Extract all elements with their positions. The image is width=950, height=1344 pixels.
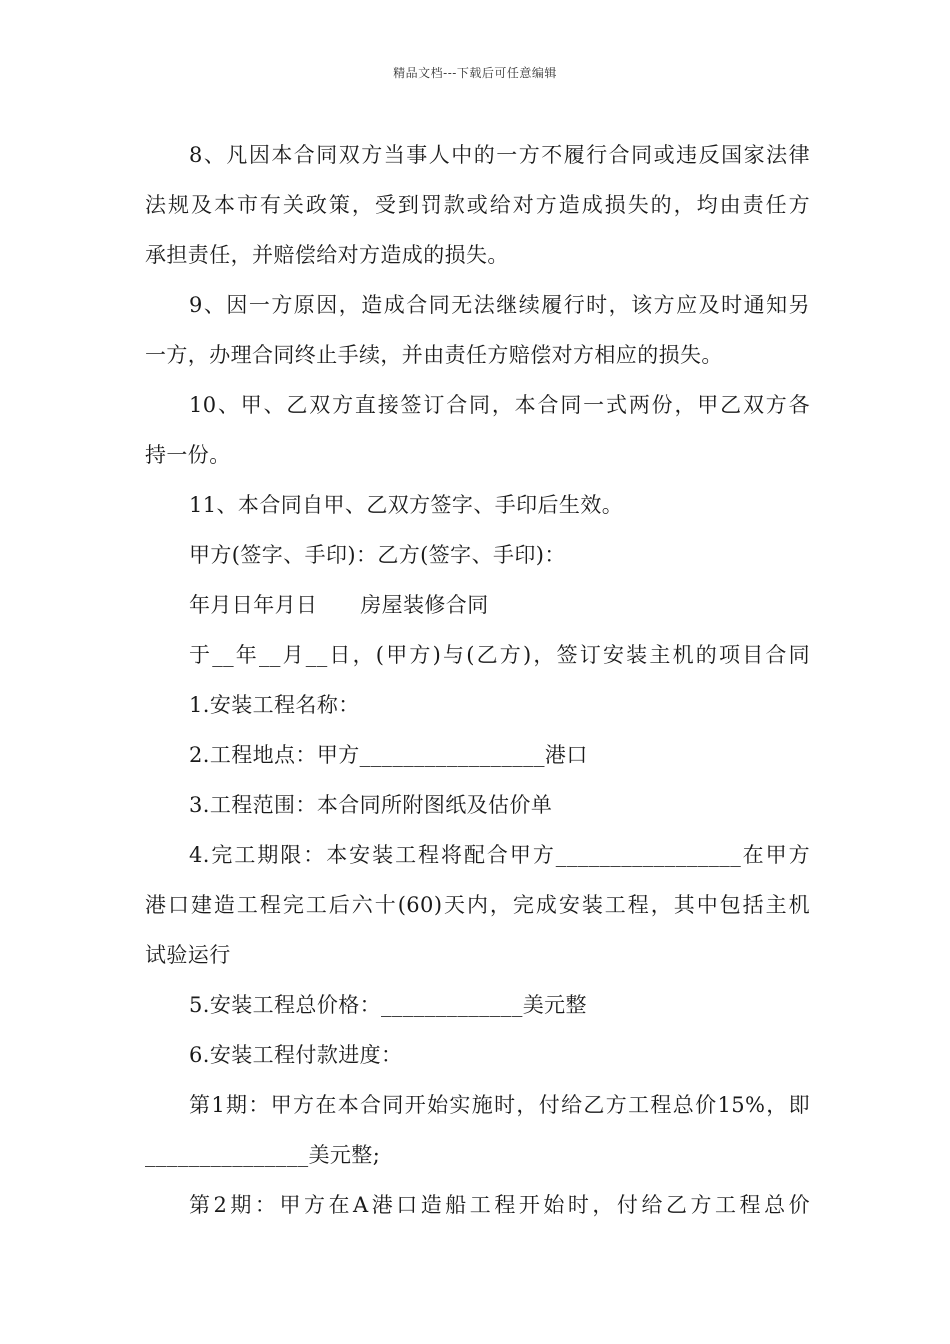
paragraph-line: 第1期：甲方在本合同开始实施时，付给乙方工程总价15%，即	[189, 1093, 810, 1117]
paragraph-line: 试验运行	[145, 943, 231, 967]
paragraph-line: 年月日年月日 房屋装修合同	[189, 593, 489, 617]
paragraph-line: 2.工程地点：甲方_________________港口	[189, 743, 588, 767]
paragraph-line: 持一份。	[145, 443, 231, 467]
paragraph-line: 10、甲、乙双方直接签订合同，本合同一式两份，甲乙双方各	[189, 393, 810, 417]
paragraph-line: 1.安装工程名称：	[189, 693, 360, 717]
paragraph-line: 3.工程范围：本合同所附图纸及估价单	[189, 793, 553, 817]
document-body	[145, 130, 810, 1230]
paragraph-line: 8、凡因本合同双方当事人中的一方不履行合同或违反国家法律	[189, 143, 810, 167]
paragraph-line: 于__年__月__日，(甲方)与(乙方)，签订安装主机的项目合同	[189, 643, 810, 667]
paragraph-line: 第2期：甲方在A港口造船工程开始时，付给乙方工程总价	[189, 1193, 810, 1217]
paragraph-line: 港口建造工程完工后六十(60)天内，完成安装工程，其中包括主机	[145, 893, 810, 917]
paragraph-line: 9、因一方原因，造成合同无法继续履行时，该方应及时通知另	[189, 293, 810, 317]
paragraph-line: 11、本合同自甲、乙双方签字、手印后生效。	[189, 493, 624, 517]
paragraph-line: 法规及本市有关政策，受到罚款或给对方造成损失的，均由责任方	[145, 193, 810, 217]
paragraph-line: 一方，办理合同终止手续，并由责任方赔偿对方相应的损失。	[145, 343, 723, 367]
paragraph-line: 4.完工期限：本安装工程将配合甲方_________________在甲方	[189, 843, 810, 867]
paragraph-line: 5.安装工程总价格：_____________美元整	[189, 993, 587, 1017]
page-header: 精品文档---下载后可任意编辑	[393, 66, 557, 80]
paragraph-line: 6.安装工程付款进度：	[189, 1043, 403, 1067]
paragraph-line: _______________美元整;	[145, 1143, 381, 1167]
paragraph-line: 承担责任，并赔偿给对方造成的损失。	[145, 243, 509, 267]
paragraph-line: 甲方(签字、手印)：乙方(签字、手印)：	[189, 543, 566, 567]
